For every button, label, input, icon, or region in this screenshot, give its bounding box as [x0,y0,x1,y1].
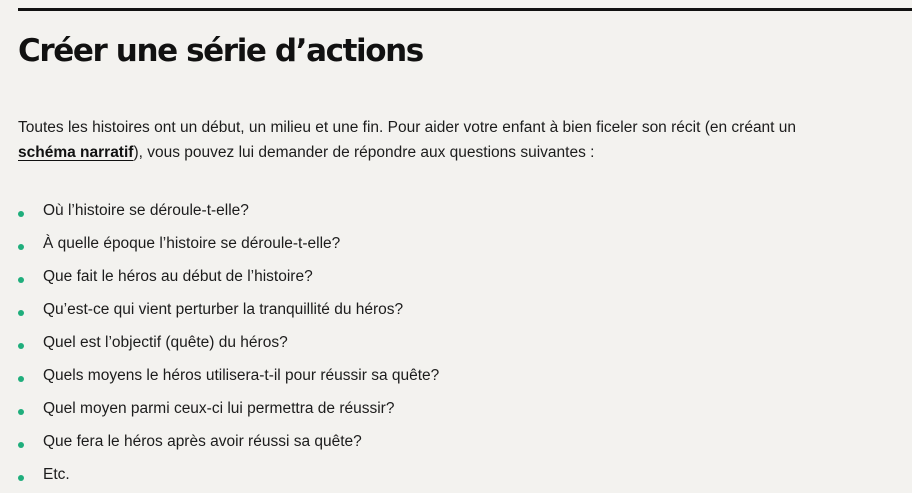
list-item [18,231,439,264]
bullet-icon [18,475,24,481]
list-item [18,429,439,462]
list-item [18,396,439,429]
list-item-text: Quel est l’objectif (quête) du héros? [43,334,288,351]
bullet-icon [18,277,24,283]
list-item-text: Que fera le héros après avoir réussi sa quête? [43,433,362,450]
list-item [18,462,439,493]
bullet-icon [18,244,24,250]
bullet-icon [18,310,24,316]
list-item-text: Où l’histoire se déroule-t-elle? [43,202,249,219]
list-item-text: Quel moyen parmi ceux-ci lui permettra de réussir? [43,400,395,417]
list-item [18,297,439,330]
top-divider [18,8,912,11]
section-title: Créer une série d’actions [18,33,423,69]
list-item-text: À quelle époque l’histoire se déroule-t-elle? [43,235,341,252]
intro-line-2-text: ), vous pouvez lui demander de répondre aux questions suivantes : [133,144,595,161]
question-list [18,198,439,493]
list-item-text: Que fait le héros au début de l’histoire? [43,268,313,285]
list-item-text: Quels moyens le héros utilisera-t-il pour réussir sa quête? [43,367,440,384]
list-item [18,198,439,231]
list-item [18,264,439,297]
bullet-icon [18,343,24,349]
intro-line-2 [18,140,908,165]
bullet-icon [18,211,24,217]
bullet-icon [18,442,24,448]
list-item-text: Etc. [43,466,70,483]
narrative-schema-link[interactable]: schéma narratif [18,144,134,161]
list-item [18,330,439,363]
intro-line-1: Toutes les histoires ont un début, un milieu et une fin. Pour aider votre enfant à bien ficeler son récit (en créant un [18,119,797,136]
list-item [18,363,439,396]
intro-paragraph [18,115,908,165]
bullet-icon [18,409,24,415]
list-item-text: Qu’est-ce qui vient perturber la tranquillité du héros? [43,301,404,318]
bullet-icon [18,376,24,382]
